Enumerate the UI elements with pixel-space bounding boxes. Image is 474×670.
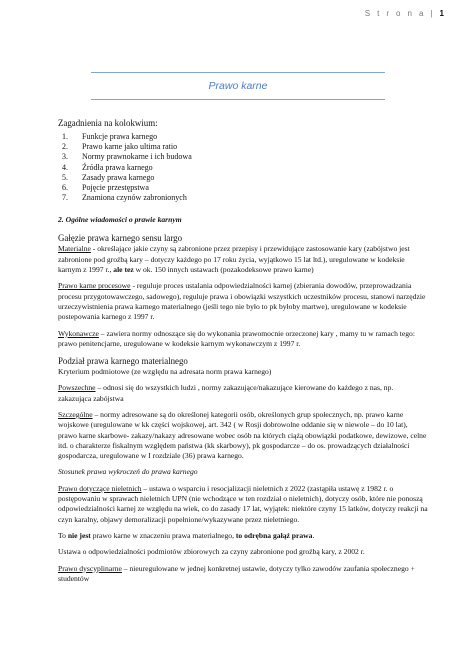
list-item: 3. Normy prawnokarne i ich budowa <box>62 152 192 162</box>
subheading-podzial: Podział prawa karnego materialnego <box>58 356 188 367</box>
paragraph-nieletni: Prawo dotyczące nieletnich – ustawa o wsparciu i resocjalizacji nieletnich z 2022 (zastąpiła ustawę z 1982 r. o postępowaniu w sprawach nieletnich UPN (nie wchodzące w ten rozdział o nieletnich), dotyczy osób, które nie ponoszą odpowiedzialności karnej ze względu na wiek, co do zasady 17 lat, wyjątek: niektóre czyny 15 latków, dotyczy reakcji na czyn karalny, objawy demoralizacji popełnione/wykazywane przez nieletniego. <box>58 483 428 524</box>
paragraph-dyscyplinarne: Prawo dyscyplinarne – nieuregulowane w jednej konkretnej ustawie, dotyczy tylko zawodów zaufania społecznego + studentów <box>58 563 415 583</box>
paragraph-szczegolne: Szczególne – normy adresowane są do określonej kategorii osób, określonych grup społecznych, np. prawo karne wojskowe (uregulowane w kk części wojskowej, art. 342 ( w Rosji dobrowolne oddanie się w niewole – do 10 lat), prawo karne skarbowe- zakazy/nakazy adresowane wobec osób na których ciążą obowiązki podatkowe, dewizowe, celne itd. o charakterze fiskalnym względem państwa (kk skarbowy), pk gospodarcze – do os. prowadzących działalności gospodarcza, uregulowane w I rozdziale (36) prawa karnego. <box>58 409 427 461</box>
term-nieletni: Prawo dotyczące nieletnich <box>58 483 142 493</box>
paragraph-materialne: Materialne - określające jakie czyny są zabronione przez przepisy i przewidujące zastosowanie kary (zabójstwo jest zabronione pod groźbą kary – dotyczy każdego po 17 roku życia, wyjątkowo 15 lat ltd.), uregulowane w kodeksie karnym z 1997 r., ale tez w ok. 150 innych ustawach (pozakodeksowe prawo karne) <box>58 244 410 275</box>
list-item: 7. Znamiona czynów zabronionych <box>62 193 187 203</box>
list-item: 4. Źródła prawa karnego <box>62 162 153 172</box>
header-label: S t r o n a <box>364 9 426 18</box>
paragraph-podmioty: Ustawa o odpowiedzialności podmiotów zbiorowych za czyny zabronione pod groźbą kary, z 2002 r. <box>58 547 365 557</box>
term-powszechne: Powszechne <box>58 383 96 393</box>
section-heading: 2. Ogólne wiadomości o prawie karnym <box>58 215 182 225</box>
list-item: 5. Zasady prawa karnego <box>62 172 155 182</box>
paragraph-wykroczenia: To nie jest prawo karne w znaczeniu prawa materialnego, to odrębna gałąź prawa. <box>58 530 315 540</box>
kryterium-line: Kryterium podmiotowe (ze względu na adresata norm prawa karnego) <box>58 367 272 377</box>
subheading-galezie: Gałęzie prawa karnego sensu largo <box>58 233 183 244</box>
paragraph-procesowe: Prawo karne procesowe - reguluje proces ustalania odpowiedzialności karnej (zbierania dowodów, przeprowadzania procesu przygotowawczego, sadowego), reguluje prawa i obowiązki wszystkich uczestników procesu, stanowi narzędzie urzeczywistnienia prawa karnego materialnego (jeśli tego nie było to pk byłoby martwe), uregulowane w kodeksie postepowania karnego z 1997 r. <box>58 281 426 322</box>
term-procesowe: Prawo karne procesowe <box>58 281 131 291</box>
title-rule-top <box>91 72 385 73</box>
paragraph-powszechne: Powszechne – odnosi się do wszystkich ludzi , normy zakazujące/nakazujące kierowane do każdego z nas, np. zakazująca zabójstwa <box>58 383 394 403</box>
term-dyscyplinarne: Prawo dyscyplinarne <box>58 563 122 573</box>
topics-list <box>58 132 428 203</box>
list-item: 6. Pojęcie przestępstwa <box>62 183 149 193</box>
header-page-number: 1 <box>439 9 444 18</box>
list-item: 1. Funkcje prawa karnego <box>62 132 158 141</box>
header-separator: | <box>430 9 435 18</box>
term-szczegolne: Szczególne <box>58 409 93 419</box>
term-wykonawcze: Wykonawcze <box>58 328 99 338</box>
document-title: Prawo karne <box>208 80 268 92</box>
title-rule-bottom <box>91 99 385 100</box>
subheading-stosunek: Stosunek prawa wykroczeń do prawa karnego <box>58 467 198 477</box>
topics-intro: Zagadnienia na kolokwium: <box>58 118 158 128</box>
document-body <box>58 117 428 584</box>
paragraph-wykonawcze: Wykonawcze – zawiera normy odnoszące się do wykonania prawomocnie orzeczonej kary , mamy tu w ramach tego: prawo penitencjarne, uregulowane w kodeksie karnym wykonawczym z 1997 r. <box>58 328 415 348</box>
list-item: 2. Prawo karne jako ultima ratio <box>62 142 178 152</box>
page-header <box>365 9 444 18</box>
term-materialne: Materialne <box>58 244 91 254</box>
